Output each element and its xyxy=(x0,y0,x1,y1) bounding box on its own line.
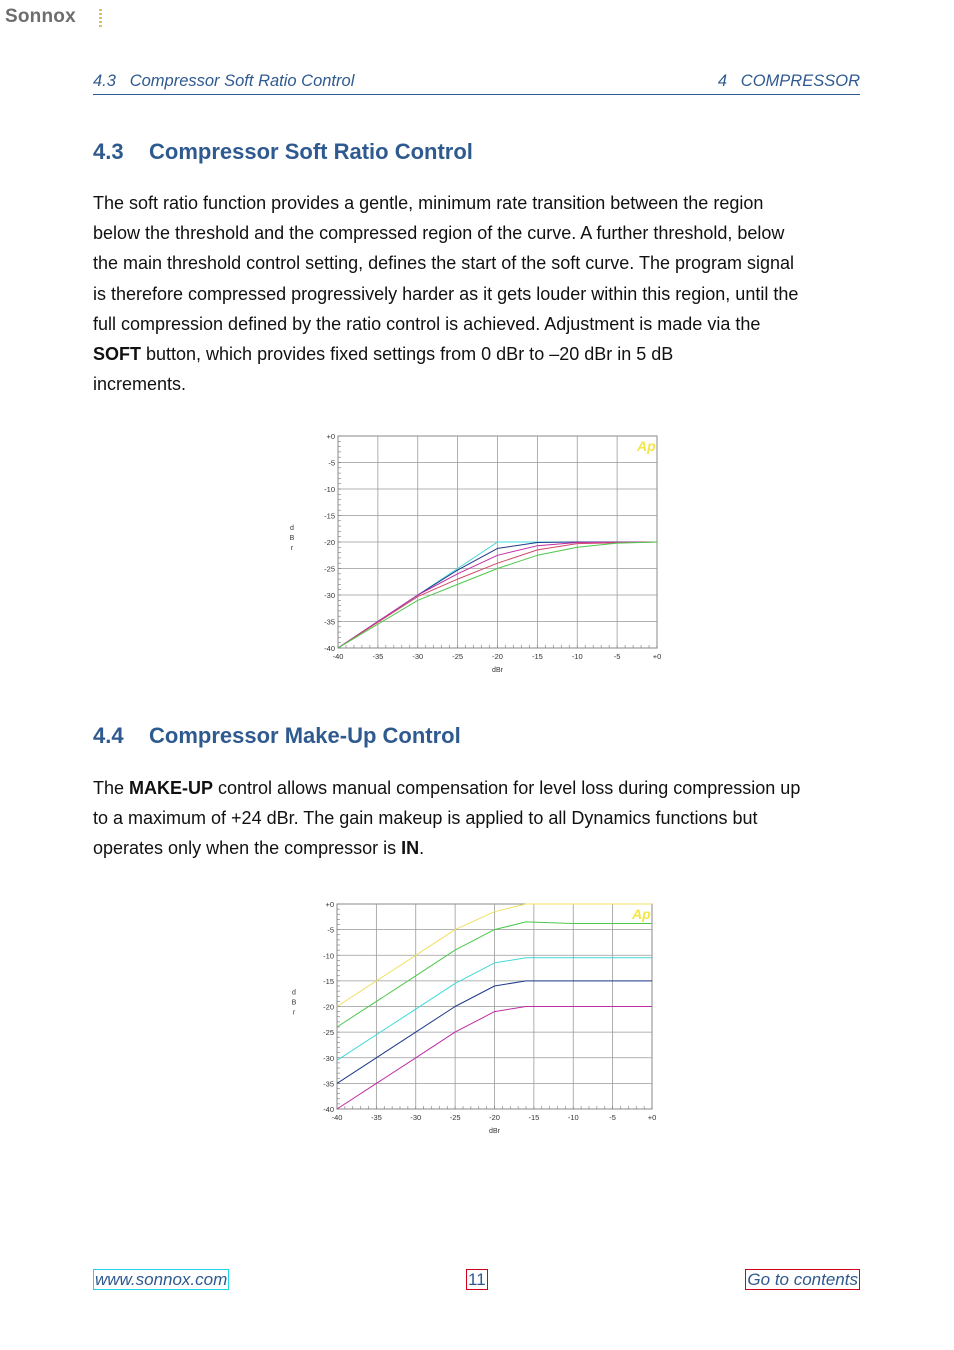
page-number-text[interactable]: 11 xyxy=(468,1270,486,1289)
x-tick-label: -25 xyxy=(452,652,464,661)
ap-watermark: Ap xyxy=(632,906,651,922)
in-label: IN xyxy=(401,838,420,859)
footer-website-link[interactable] xyxy=(93,1270,229,1290)
running-header-chapter: 4 COMPRESSOR xyxy=(717,72,860,90)
x-tick-label: -10 xyxy=(571,652,583,661)
footer-contents-link[interactable] xyxy=(745,1270,860,1290)
y-tick-label: -10 xyxy=(324,485,335,494)
y-tick-label: -25 xyxy=(324,564,335,574)
logo-dots xyxy=(99,9,102,27)
soft-button-label: SOFT xyxy=(93,344,141,365)
x-tick-label: -5 xyxy=(613,652,621,661)
ap-watermark: Ap xyxy=(637,438,656,454)
x-axis-label: dBr xyxy=(492,667,503,674)
paragraph-line xyxy=(93,773,860,803)
x-tick-label: -30 xyxy=(412,652,424,661)
y-tick-label: -25 xyxy=(323,1028,334,1038)
footer-page-number[interactable] xyxy=(466,1270,488,1290)
paragraph-text: . xyxy=(419,838,425,859)
y-tick-label: -30 xyxy=(324,591,335,600)
y-tick-label: -30 xyxy=(323,1053,334,1063)
y-tick-label: -15 xyxy=(323,976,334,986)
paragraph-line: below the threshold and the compressed region of the curve. A further threshold, below xyxy=(93,223,785,244)
y-tick-label: -35 xyxy=(323,1079,334,1089)
y-axis-label: d B r xyxy=(291,989,297,1017)
y-tick-label: -20 xyxy=(324,538,335,547)
y-tick-label: -40 xyxy=(324,644,335,653)
x-tick-label: -40 xyxy=(331,1113,343,1122)
x-tick-label: -10 xyxy=(567,1113,579,1122)
section-44-paragraph xyxy=(93,773,860,864)
paragraph-text: operates only when the compressor is xyxy=(93,838,402,859)
x-tick-label: -5 xyxy=(609,1113,616,1122)
paragraph-line: the main threshold control setting, defines the start of the soft curve. The program signal xyxy=(93,253,795,274)
x-tick-label: -35 xyxy=(370,1113,382,1122)
paragraph-line: to a maximum of +24 dBr. The gain makeup is applied to all Dynamics functions but xyxy=(93,808,758,829)
paragraph-text: button, which provides fixed settings from 0 dBr to –20 dBr in 5 dB xyxy=(141,344,674,365)
make-up-label: MAKE-UP xyxy=(129,778,214,798)
section-44-heading xyxy=(93,723,461,749)
section-43-heading xyxy=(93,139,473,165)
x-tick-label: -15 xyxy=(531,652,543,661)
y-tick-label: -5 xyxy=(328,458,335,468)
x-tick-label: -25 xyxy=(449,1113,461,1122)
paragraph-line xyxy=(93,833,860,863)
paragraph-text: control allows manual compensation for level loss during compression up xyxy=(213,778,801,798)
section-43-number: 4.3 xyxy=(93,139,124,164)
x-tick-label: -20 xyxy=(489,1113,500,1122)
y-tick-label: -15 xyxy=(324,511,335,521)
paragraph-line: The soft ratio function provides a gentle, minimum rate transition between the region xyxy=(93,193,764,213)
paragraph-line xyxy=(93,339,860,369)
x-tick-label: -40 xyxy=(332,652,344,661)
x-axis-label: dBr xyxy=(489,1128,500,1135)
section-44-number: 4.4 xyxy=(93,723,124,748)
y-tick-label: -10 xyxy=(323,951,334,961)
website-link-text[interactable]: www.sonnox.com xyxy=(95,1270,228,1289)
paragraph-line: is therefore compressed progressively harder as it gets louder within this region, until the xyxy=(93,283,799,304)
x-tick-label: +0 xyxy=(647,1113,657,1122)
section-43-paragraph xyxy=(93,188,860,399)
y-tick-label: -5 xyxy=(327,925,334,935)
x-tick-label: -15 xyxy=(528,1113,540,1122)
contents-link-text[interactable]: Go to contents xyxy=(747,1270,858,1289)
y-tick-label: -20 xyxy=(323,1002,334,1012)
y-axis-label: d B r xyxy=(289,525,295,552)
soft-ratio-chart xyxy=(280,425,670,680)
paragraph-line: full compression defined by the ratio control is achieved. Adjustment is made via the xyxy=(93,313,761,334)
y-tick-label: -35 xyxy=(324,617,335,627)
paragraph-text: The xyxy=(93,778,130,798)
x-tick-label: +0 xyxy=(652,652,662,661)
section-43-title: Compressor Soft Ratio Control xyxy=(149,139,473,164)
paragraph-line: increments. xyxy=(93,374,187,395)
x-tick-label: -35 xyxy=(372,652,384,661)
y-tick-label: +0 xyxy=(326,432,335,441)
section-44-title: Compressor Make-Up Control xyxy=(149,723,461,748)
x-tick-label: -20 xyxy=(492,652,503,661)
x-tick-label: -30 xyxy=(410,1113,422,1122)
logo: Sonnox xyxy=(5,6,76,27)
make-up-chart xyxy=(282,893,662,1143)
y-tick-label: +0 xyxy=(325,900,334,909)
running-header-section: 4.3 Compressor Soft Ratio Control xyxy=(93,72,355,90)
running-header xyxy=(93,70,860,95)
y-tick-label: -40 xyxy=(323,1105,334,1114)
